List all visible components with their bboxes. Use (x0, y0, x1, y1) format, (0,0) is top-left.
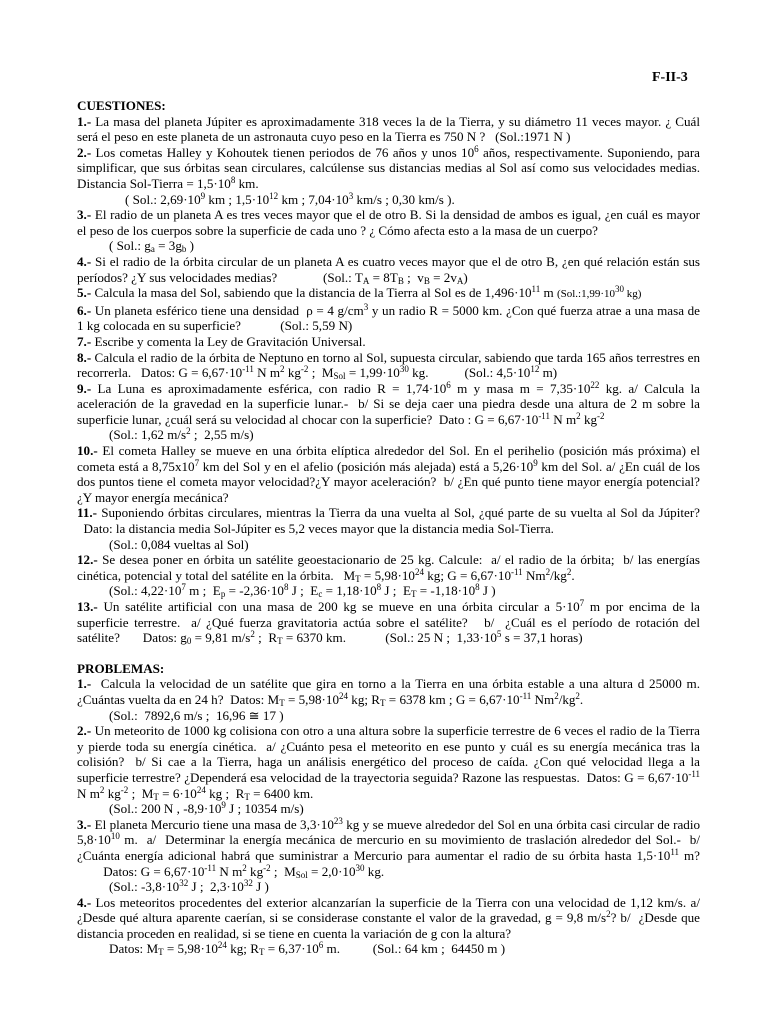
exercise-text: Los cometas Halley y Kohoutek tienen periodos de 76 años y unos $10^6$ años, respectivamente. Suponiendo, para simplificar, que sus órbitas sean circulares, calcúlense sus distancias medias al Sol así como sus velocidades medias. Distancia Sol-Tierra = $1,5\cdot 10^8$ km. (77, 143, 700, 191)
exercise-number: 6.- (77, 302, 92, 318)
exercise-item (77, 207, 700, 238)
exercise-item (77, 552, 700, 583)
section-title: CUESTIONES: (77, 98, 166, 113)
exercise-item (77, 599, 700, 646)
exercise-text: Calcula la masa del Sol, sabiendo que la distancia de la Tierra al Sol es de $1,496\cdot 10^{11}$ m ($Sol.:1,99\cdot 10^{30}$ kg) (91, 284, 642, 301)
solution-line: (Sol.: 200 N , $-8,9\cdot 10^9$ J ; 10354 m/s) (109, 800, 304, 817)
exercise-text: Si el radio de la órbita circular de un planeta A es cuatro veces mayor que el de otro B, ¿en qué relación están sus períodos? ¿Y sus velocidades medias? (Sol.: $T_A = 8T_B$ ; $v_B = 2v_A$) (77, 253, 700, 286)
exercise-item (77, 334, 700, 350)
exercise-text: Suponiendo órbitas circulares, mientras la Tierra da una vuelta al Sol, ¿qué parte de su vuelta al Sol da Júpiter? Dato: la distancia media Sol-Júpiter es 5,2 veces mayor que la distancia media Sol-Tierra. (77, 505, 700, 537)
solution-line: ( Sol.: $2,69\cdot 10^9$ km ; $1,5\cdot 10^{12}$ km ; $7,04\cdot 10^3$ km/s ; 0,30 km/s ). (125, 190, 455, 207)
exercise-text: Se desea poner en órbita un satélite geoestacionario de 25 kg. Calcule: a/ el radio de la órbita; b/ las energías cinética, potencial y total del satélite en la órbita. $M_T = 5,98\cdot 10^{24}$ kg; $G = 6,67\cdot 10^{-11}$ $Nm^2/kg^2$. (77, 552, 700, 584)
exercise-number: 7.- (77, 333, 92, 349)
exercise-item (77, 817, 700, 879)
exercise-number: 12.- (77, 552, 98, 568)
exercise-text: La Luna es aproximadamente esférica, con radio $R = 1,74\cdot 10^6$ m y masa $m = 7,35\cdot 10^{22}$ kg. a/ Calcula la aceleración de la gravedad en la superficie lunar.- b/ Si se deja caer una piedra desde una altura de 2 m sobre la superficie lunar, ¿cuál será su velocidad al chocar con la superficie? Dato : $G = 6,67\cdot 10^{-11}$ N $m^2$ $kg^{-2}$ (77, 379, 700, 427)
solution-line: Datos: $M_T = 5,98\cdot 10^{24}$ kg; $R_T = 6,37\cdot 10^6$ m. (Sol.: 64 km ; 64450 m ) (109, 940, 506, 958)
solution-line: (Sol.: 7892,6 m/s ; 16,96 ≅ 17 ) (109, 707, 284, 723)
exercise-text: Un meteorito de 1000 kg colisiona con otro a una altura sobre la superficie terrestre de 6 veces el radio de la Tierra y pierde toda su energía cinética. a/ ¿Cuánto pesa el meteorito en ese punto y cuál es su energía mecánica tras la colisión? b/ Si cae a la Tierra, haga un análisis energético del proceso de caída. ¿Con qué velocidad llega a la superficie terrestre? ¿Dependerá esa velocidad de la trayectoria seguida? Razone las respuestas. Datos: $G = 6,67\cdot 10^{-11}$ N $m^2$ $kg^{-2}$ ; $M_T = 6\cdot 10^{24}$ kg ; $R_T = 6400$ km. (77, 723, 700, 802)
exercise-number: 1.- (77, 676, 92, 692)
solution-line: (Sol.: $-3,8\cdot 10^{32}$ J ; $2,3\cdot 10^{32}$ J ) (109, 878, 269, 895)
document-code: F-II-3 (652, 70, 688, 85)
solution-line: (Sol.: 0,084 vueltas al Sol) (109, 536, 249, 552)
exercise-item (77, 145, 700, 192)
exercise-text: La masa del planeta Júpiter es aproximadamente 318 veces la de la Tierra, y su diámetro 11 veces mayor. ¿ Cuál será el peso en este planeta de un astronauta cuyo peso en la Tierra es 750 N ? (Sol.:1971 N ) (77, 113, 700, 145)
exercise-number: 2.- (77, 723, 92, 739)
exercise-item (77, 723, 700, 801)
exercise-text: Escribe y comenta la Ley de Gravitación Universal. (91, 333, 366, 349)
solution-line: ( Sol.: $g_a = 3g_b$ ) (109, 238, 195, 255)
exercise-item (77, 254, 700, 285)
exercise-text: Calcula la velocidad de un satélite que gira en torno a la Tierra en una órbita estable a una altura d 25000 m. ¿Cuántas vuelta da en 24 h? Datos: $M_T = 5,98\cdot 10^{24}$ kg; $R_T = 6378$ km ; $G = 6,67\cdot 10^{-11}$ $Nm^2/kg^2$. (77, 676, 700, 708)
exercise-item (77, 303, 700, 334)
exercise-item (77, 505, 700, 536)
solution-line: (Sol.: $4,22\cdot 10^7$ m ; $E_p = -2,36\cdot 10^8$ J ; $E_c = 1,18\cdot 10^8$ J ; $E_T = -1,18\cdot 10^8$ J ) (109, 582, 496, 600)
exercise-item (77, 114, 700, 145)
exercise-number: 8.- (77, 349, 92, 365)
exercise-number: 11.- (77, 505, 98, 521)
exercise-item (77, 350, 700, 381)
exercise-text: Un planeta esférico tiene una densidad ρ = 4 $g/cm^3$ y un radio R = 5000 km. ¿Con qué fuerza atrae a una masa de 1 kg colocada en su superficie? (Sol.: 5,59 N) (77, 301, 700, 334)
exercise-item (77, 285, 700, 303)
exercise-item (77, 895, 700, 942)
exercise-number: 9.- (77, 380, 92, 396)
exercise-text: El radio de un planeta A es tres veces mayor que el de otro B. Si la densidad de ambos es igual, ¿en cuál es mayor el peso de los cuerpos sobre la superficie de cada uno ? ¿ Cómo afecta esto a la masa de un cuerpo? (77, 207, 700, 238)
exercise-text: Los meteoritos procedentes del exterior alcanzarían la superficie de la Tierra con una velocidad de 1,12 km/s. a/ ¿Desde qué altura aparente caerían, si se considerase constante el valor de la gravedad, g = 9,8 $m/s^2$? b/ ¿Desde que distancia proceden en realidad, si se tiene en cuenta la variación de g con la altura? (77, 894, 700, 941)
section-gap (77, 646, 700, 661)
exercise-number: 1.- (77, 113, 92, 129)
exercise-item (77, 443, 700, 505)
exercise-text: El cometa Halley se mueve en una órbita elíptica alrededor del Sol. En el perihelio (posición más próxima) el cometa está a $8,75x10^7$ km del Sol y en el afelio (posición más alejada) está a $5,26\cdot 10^9$ km del Sol. a/ ¿En cuál de los dos puntos tiene el cometa mayor velocidad?¿Y mayor aceleración? b/ ¿En qué punto tiene mayor energía potencial? ¿Y mayor energía mecánica? (77, 443, 700, 505)
exercise-number: 13.- (77, 599, 98, 614)
exercise-number: 10.- (77, 443, 98, 459)
section-title: PROBLEMAS: (77, 660, 165, 676)
solution-line: (Sol.: 1,62 $m/s^2$ ; 2,55 m/s) (109, 426, 254, 443)
exercise-number: 5.- (77, 285, 92, 301)
exercise-item (77, 381, 700, 428)
exercise-number: 4.- (77, 253, 92, 269)
exercise-number: 3.- (77, 207, 92, 223)
exercise-text: Calcula el radio de la órbita de Neptuno en torno al Sol, supuesta circular, sabiendo que tarda 165 años terrestres en recorrerla. Datos: $G = 6,67\cdot 10^{-11}$ N $m^2$ $kg^{-2}$ ; $M_{Sol} = 1,99\cdot 10^{30}$ kg. (Sol.: $4,5\cdot 10^{12}$ m) (77, 349, 700, 382)
document-content (77, 98, 700, 957)
exercise-text: El planeta Mercurio tiene una masa de $3,3\cdot 10^{23}$ kg y se mueve alrededor del Sol en una órbita casi circular de radio $5,8\cdot 10^{10}$ m. a/ Determinar la energía mecánica de mercurio en su movimiento de traslación alrededor del Sol.- b/ ¿Cuánta energía adicional habrá que suministrar a Mercurio para aumentar el radio de su órbita hasta $1,5\cdot 10^{11}$ m? Datos: $G = 6,67\cdot 10^{-11}$ N $m^2$ $kg^{-2}$ ; $M_{Sol} = 2,0\cdot 10^{30}$ kg. (77, 815, 701, 880)
exercise-number: 2.- (77, 144, 92, 160)
exercise-number: 3.- (77, 816, 92, 832)
exercise-text: Un satélite artificial con una masa de 200 kg se mueve en una órbita circular a $5\cdot 10^7$ m por encima de la superficie terrestre. a/ ¿Qué fuerza gravitatoria actúa sobre el satélite? b/ ¿Cuál es el período de rotación del satélite? Datos: $g_0 = 9,81$ $m/s^2$ ; $R_T = 6370$ km. (Sol.: 25 N ; $1,33\cdot 10^5$ s = 37,1 horas) (77, 598, 700, 647)
exercise-number: 4.- (77, 894, 92, 910)
exercise-item (77, 676, 700, 707)
